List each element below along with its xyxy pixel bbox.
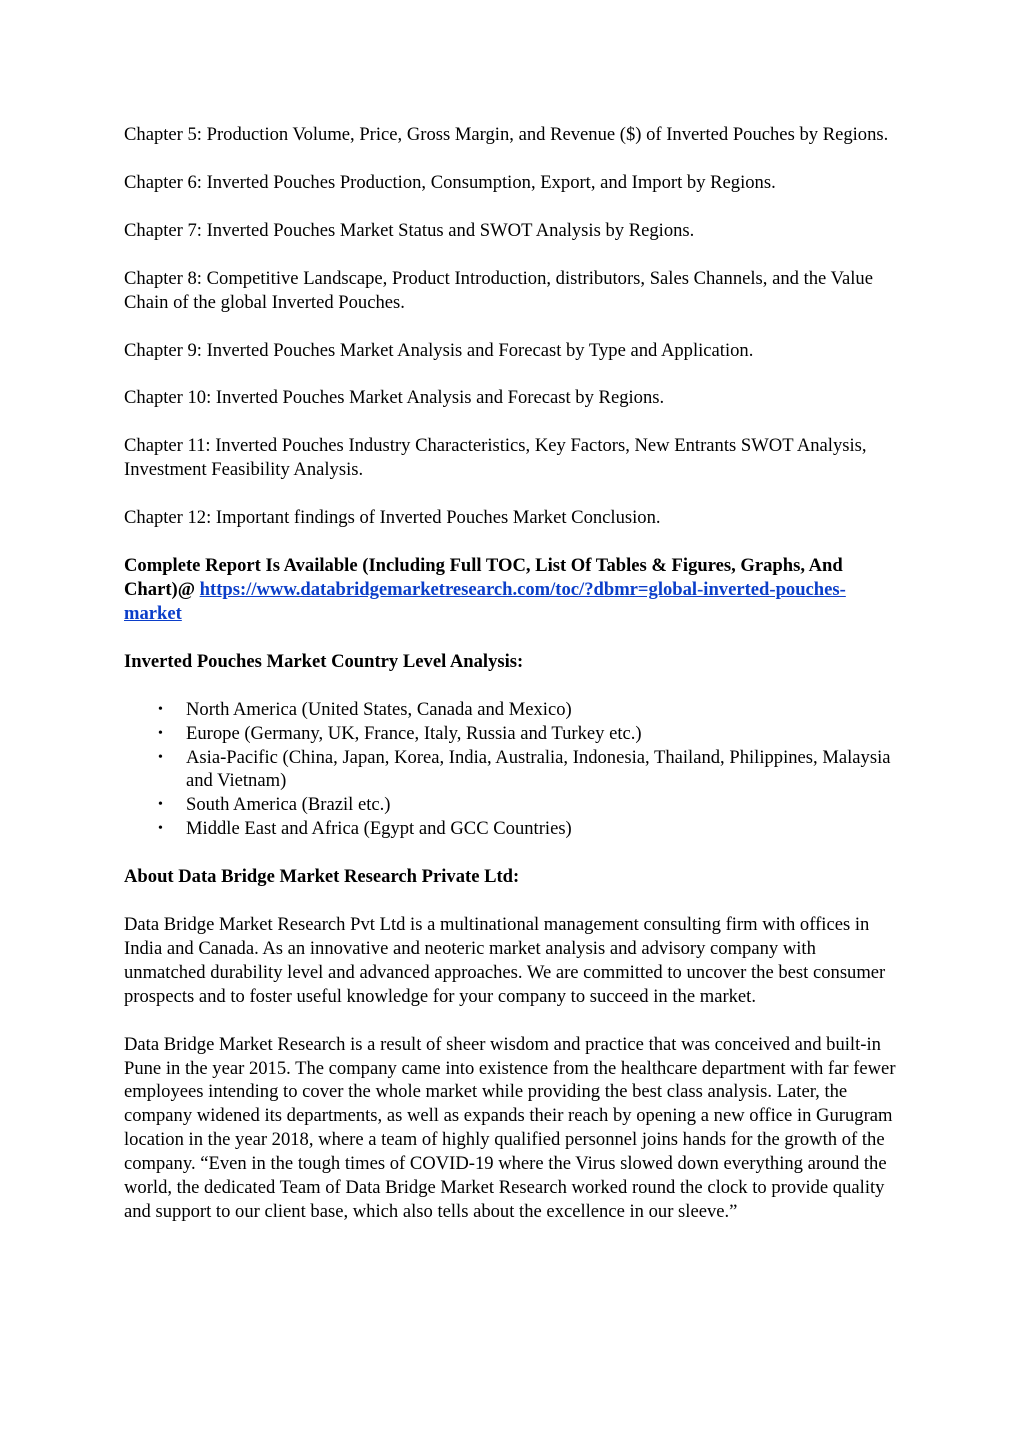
country-list-item-text: Europe (Germany, UK, France, Italy, Russia and Turkey etc.) — [186, 722, 642, 744]
chapter-6: Chapter 6: Inverted Pouches Production, Consumption, Export, and Import by Regions. — [124, 171, 776, 193]
chapter-12: Chapter 12: Important findings of Inverted Pouches Market Conclusion. — [124, 507, 661, 529]
about-paragraph: Data Bridge Market Research is a result of sheer wisdom and practice that was conceived and built-in Pune in the year 2015. The company came into existence from the healthcare department with far fewer employees intending to cover the whole market while providing the best class analysis. Later, the company widened its departments, as well as expands their reach by opening a new office in Gurugram location in the year 2018, where a team of highly qualified personnel joins hands for the growth of the company. “Even in the tough times of COVID-19 where the Virus slowed down everything around the world, the dedicated Team of Data Bridge Market Research worked round the clock to provide quality and support to our client base, which also tells about the excellence in our sleeve.” — [124, 1033, 896, 1222]
about-heading: About Data Bridge Market Research Private Ltd: — [124, 866, 520, 888]
report-availability — [124, 554, 899, 626]
country-analysis-heading: Inverted Pouches Market Country Level Analysis: — [124, 650, 524, 672]
country-list-item — [158, 698, 899, 722]
report-toc-link[interactable]: https://www.databridgemarketresearch.com/toc/?dbmr=global-inverted-pouches-market — [124, 578, 846, 624]
about-paragraph: Data Bridge Market Research Pvt Ltd is a multinational management consulting firm with offices in India and Canada. As an innovative and neoteric market analysis and advisory company with unmatched durability level and advanced approaches. We are committed to uncover the best consumer prospects and to foster useful knowledge for your company to succeed in the market. — [124, 914, 886, 1007]
country-list-item-text: Middle East and Africa (Egypt and GCC Countries) — [186, 818, 572, 840]
chapter-5: Chapter 5: Production Volume, Price, Gross Margin, and Revenue ($) of Inverted Pouches by Regions. — [124, 124, 889, 145]
country-list-item — [158, 817, 899, 841]
chapter-11: Chapter 11: Inverted Pouches Industry Characteristics, Key Factors, New Entrants SWOT Analysis, Investment Feasibility Analysis. — [124, 435, 867, 481]
country-list-item-text: South America (Brazil etc.) — [186, 794, 391, 816]
chapter-7: Chapter 7: Inverted Pouches Market Status and SWOT Analysis by Regions. — [124, 219, 695, 241]
bullet-icon: • — [158, 701, 163, 717]
bullet-icon: • — [158, 821, 163, 837]
bullet-icon: • — [158, 749, 163, 765]
country-list-item-text: North America (United States, Canada and Mexico) — [186, 698, 572, 720]
bullet-icon: • — [158, 797, 163, 813]
country-list — [124, 698, 899, 841]
country-list-item-text: Asia-Pacific (China, Japan, Korea, India, Australia, Indonesia, Thailand, Philippines, Malaysia and Vietnam) — [186, 746, 891, 792]
country-list-item — [158, 746, 899, 794]
report-availability-text: Complete Report Is Available (Including Full TOC, List Of Tables & Figures, Graphs, And Chart)@ — [124, 555, 843, 600]
chapter-8: Chapter 8: Competitive Landscape, Product Introduction, distributors, Sales Channels, and the Value Chain of the global Inverted Pouches. — [124, 267, 873, 313]
chapter-9: Chapter 9: Inverted Pouches Market Analysis and Forecast by Type and Application. — [124, 339, 754, 361]
chapter-10: Chapter 10: Inverted Pouches Market Analysis and Forecast by Regions. — [124, 387, 665, 409]
country-list-item — [158, 722, 899, 746]
bullet-icon: • — [158, 725, 163, 741]
country-list-item — [158, 793, 899, 817]
